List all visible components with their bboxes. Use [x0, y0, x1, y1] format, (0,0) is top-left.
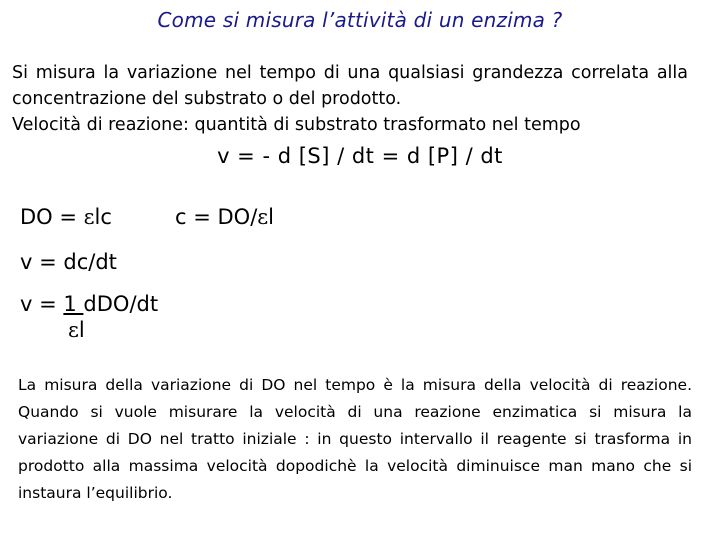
absorbance-equation — [20, 205, 112, 229]
do-prefix: DO = — [20, 205, 84, 229]
c-suffix: l — [268, 205, 275, 229]
slide-title: Come si misura l’attività di un enzima ? — [157, 8, 563, 32]
conclusion-paragraph: La misura della variazione di DO nel tempo è la misura della velocità di reazione. Quando si vuole misurare la velocità di una reazione enzimatica si misura la variazione di DO nel tratto iniziale : in questo intervallo il reagente si trasforma in prodotto alla massima velocità dopodichè la velocità diminuisce man mano che si instaura l’equilibrio. — [18, 376, 692, 502]
epsilon-symbol: ε — [68, 318, 79, 342]
c-prefix: c = DO/ — [175, 205, 258, 229]
fraction-numerator: 1 — [63, 292, 84, 316]
velocity-dc-equation: v = dc/dt — [20, 250, 117, 274]
v-suffix: dDO/dt — [83, 292, 159, 316]
rate-formula: v = - d [S] / dt = d [P] / dt — [217, 144, 503, 168]
fraction-denominator — [68, 318, 85, 342]
concentration-equation — [175, 205, 274, 229]
intro-line-1: Si misura la variazione nel tempo di una qualsiasi grandezza correlata alla concentrazione del substrato o del prodotto. — [12, 63, 688, 109]
do-suffix: lc — [94, 205, 112, 229]
epsilon-symbol: ε — [257, 205, 269, 229]
intro-text — [12, 60, 688, 138]
denominator-suffix: l — [78, 318, 85, 342]
epsilon-symbol: ε — [83, 205, 95, 229]
v-prefix: v = — [20, 292, 64, 316]
intro-line-2: Velocità di reazione: quantità di substrato trasformato nel tempo — [12, 115, 581, 135]
velocity-do-equation — [20, 292, 158, 316]
